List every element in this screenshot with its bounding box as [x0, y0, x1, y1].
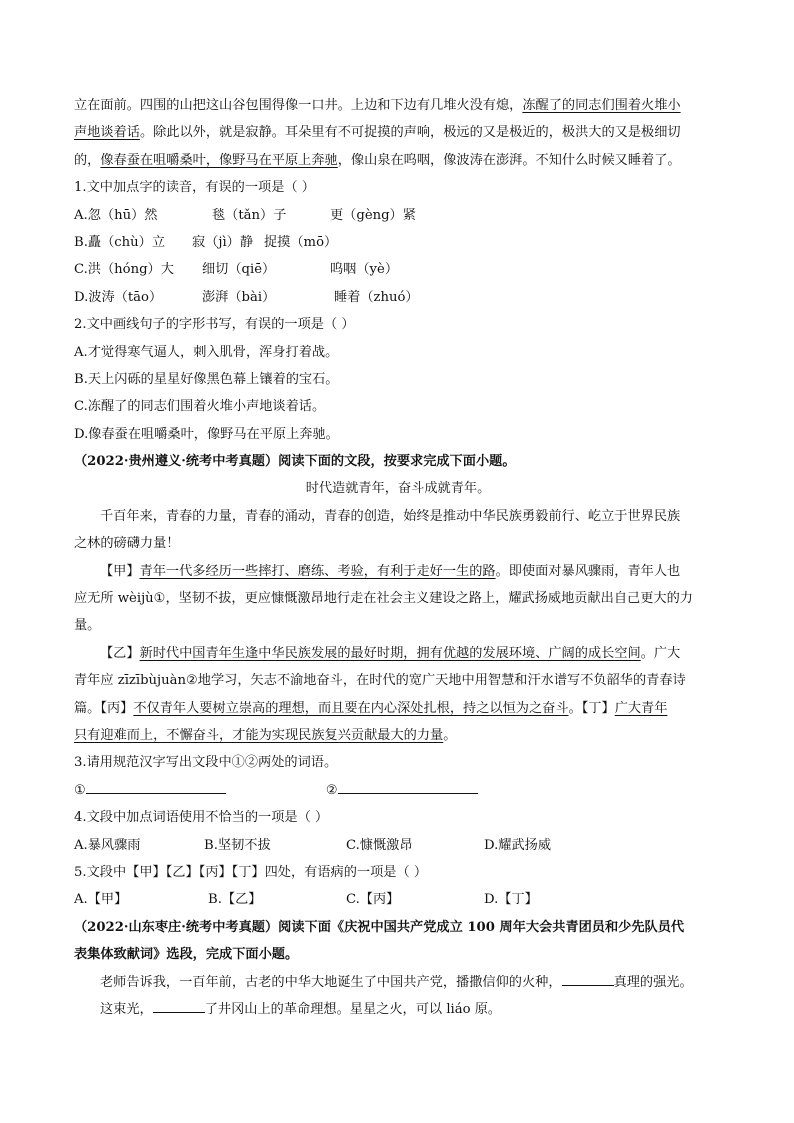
fill-blank-1[interactable] — [562, 969, 614, 986]
section-2-title: 时代造就青年，奋斗成就青年。 — [305, 481, 491, 497]
answer-blank-1[interactable] — [86, 777, 226, 794]
question-1-option-c: C.洪（hóng）大 细切（qiē） 呜咽（yè） — [74, 262, 399, 278]
question-4-options: A.暴风骤雨 B.坚韧不拔 C.慷慨激昂 D.耀武扬威 — [74, 837, 552, 853]
question-3-answer-blanks: ① ② — [74, 777, 722, 804]
question-2-option-a: A.才觉得寒气逼人，刺入肌骨，浑身打着战。 — [74, 344, 339, 360]
underlined-sentence-yi: 新时代中国青年生逢中华民族发展的最好时期，拥有优越的发展环境、广阔的成长空间 — [139, 645, 641, 661]
document-page — [74, 92, 722, 1023]
underlined-sentence-bing: 不仅青年人要树立崇高的理想，而且要在内心深处扎根，持之以恒为之奋斗 — [133, 700, 569, 716]
question-2-option-d: D.像春蚕在咀嚼桑叶，像野马在平原上奔驰。 — [74, 426, 339, 442]
section-2-paragraph-1-line-2: 之林的磅礴力量！ — [74, 536, 180, 552]
section-3-intro-line-1: （2022·山东枣庄·统考中考真题）阅读下面《庆祝中国共产党成立 100 周年大会共青团员和少先队员代 — [74, 919, 685, 935]
section-2-paragraph-1-line-1: 千百年来，青春的力量，青春的涌动，青春的创造，始终是推动中华民族勇毅前行、屹立于世界民族 — [100, 508, 681, 524]
section-3-line-1: 老师告诉我，一百年前，古老的中华大地诞生了中国共产党，播撒信仰的火种， 真理的强光。 — [74, 969, 722, 996]
section-2-intro: （2022·贵州遵义·统考中考真题）阅读下面的文段，按要求完成下面小题。 — [74, 454, 516, 470]
question-4-stem: 4.文段中加点词语使用不恰当的一项是（ ） — [74, 810, 329, 826]
question-1-option-b: B.矗（chù）立 寂（jì）静 捉摸（mō） — [74, 234, 338, 250]
underlined-sentence: 像春蚕在咀嚼桑叶，像野马在平原上奔驰 — [100, 152, 338, 168]
underlined-sentence-ding: 广大青年 — [614, 700, 668, 716]
passage-line-2: 声地谈着话。除此以外，就是寂静。耳朵里有不可捉摸的声响，极远的又是极近的，极洪大的又是极细切 — [74, 125, 681, 141]
question-2-stem: 2.文中画线句子的字形书写，有误的一项是（ ） — [74, 317, 355, 333]
section-2-paragraph-3-line-4: 只有迎难而上，不懈奋斗，才能为实现民族复兴贡献最大的力量。 — [74, 727, 457, 743]
answer-blank-2[interactable] — [338, 777, 478, 794]
section-3-intro-line-2: 表集体致献词》选段，完成下面小题。 — [74, 947, 299, 963]
question-1-option-a: A.忽（hū）然 毯（tǎn）子 更（gèng）紧 — [74, 207, 416, 223]
underlined-sentence-jia: 青年一代多经历一些摔打、磨练、考验，有利于走好一生的路 — [139, 563, 496, 579]
section-2-paragraph-3-line-3: 篇。【丙】不仅青年人要树立崇高的理想，而且要在内心深处扎根，持之以恒为之奋斗。【丁】广大青年 — [74, 700, 668, 716]
section-2-paragraph-3-line-1: 【乙】新时代中国青年生逢中华民族发展的最好时期，拥有优越的发展环境、广阔的成长空间。广大 — [100, 645, 681, 661]
question-1-option-d: D.波涛（tāo） 澎湃（bài） 睡着（zhuó） — [74, 289, 419, 305]
question-5-options: A.【甲】 B.【乙】 C.【丙】 D.【丁】 — [74, 892, 538, 908]
underlined-sentence-ding: 只有迎难而上，不懈奋斗，才能为实现民族复兴贡献最大的力量 — [74, 727, 444, 743]
section-2-paragraph-2-line-3: 量。 — [74, 618, 101, 634]
underlined-sentence: 冻醒了的同志们围着火堆小 — [522, 98, 681, 113]
section-2-paragraph-2-line-1: 【甲】青年一代多经历一些摔打、磨练、考验，有利于走好一生的路。即使面对暴风骤雨，青年人也 — [100, 563, 681, 579]
section-2-paragraph-2-line-2: 应无所 wèijù①，坚韧不拔，更应慷慨激昂地行走在社会主义建设之路上，耀武扬威地贡献出自己更大的力 — [74, 591, 693, 607]
section-3-line-2: 这束光， 了井冈山上的革命理想。星星之火，可以 liáo 原。 — [74, 996, 722, 1023]
passage-line-3: 的，像春蚕在咀嚼桑叶，像野马在平原上奔驰，像山泉在呜咽，像波涛在澎湃。不知什么时候又睡着了。 — [74, 152, 681, 168]
question-3-stem: 3.请用规范汉字写出文段中①②两处的词语。 — [74, 755, 338, 771]
question-1-stem: 1.文中加点字的读音，有误的一项是（ ） — [74, 180, 315, 196]
underlined-sentence: 声地谈着话 — [74, 125, 140, 141]
section-2-paragraph-3-line-2: 青年应 zīzībùjuàn②地学习，矢志不渝地奋斗，在时代的宽广天地中用智慧和汗水谱写不负韶华的青春诗 — [74, 673, 686, 689]
passage-line-1: 立在面前。四围的山把这山谷包围得像一口井。上边和下边有几堆火没有熄，冻醒了的同志们围着火堆小 — [74, 98, 681, 113]
question-2-option-b: B.天上闪砾的星星好像黑色幕上镶着的宝石。 — [74, 371, 339, 387]
question-2-option-c: C.冻醒了的同志们围着火堆小声地谈着话。 — [74, 399, 326, 415]
fill-blank-2[interactable] — [153, 996, 205, 1013]
question-5-stem: 5.文段中【甲】【乙】【丙】【丁】四处，有语病的一项是（ ） — [74, 864, 428, 880]
